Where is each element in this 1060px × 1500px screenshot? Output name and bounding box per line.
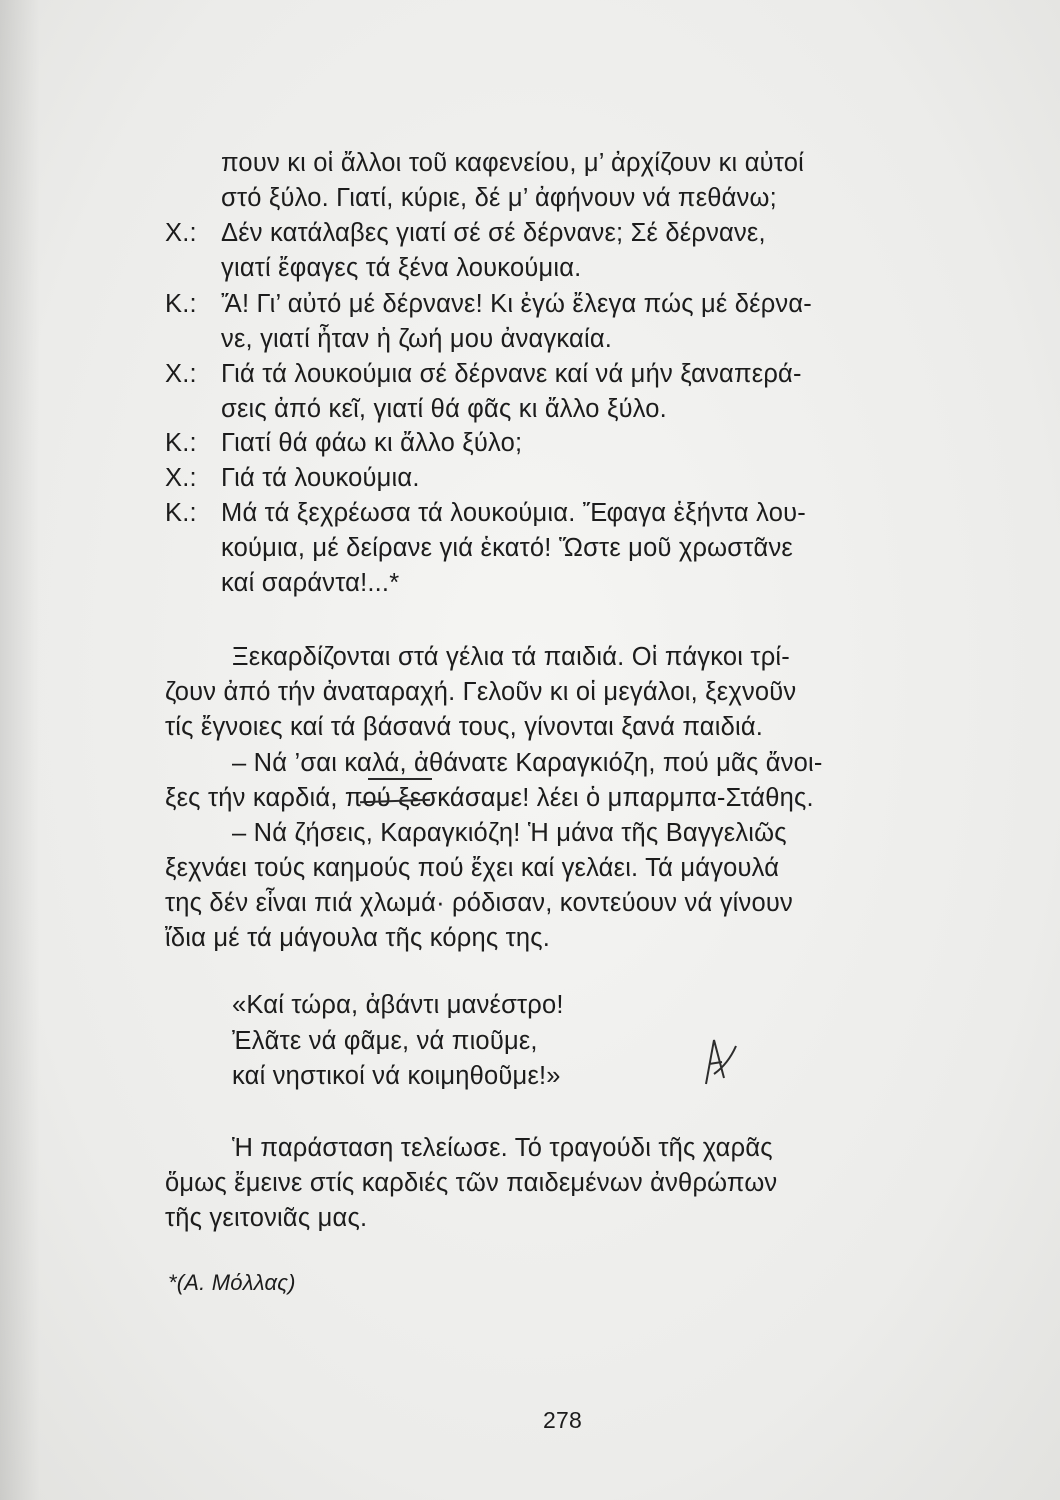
pencil-underline — [368, 778, 432, 780]
speaker-label: Κ.: — [165, 499, 197, 527]
dialogue-text: κούμια, μέ δείρανε γιά ἑκατό! Ὥστε μοῦ χρωστᾶνε — [221, 534, 793, 562]
page-number: 278 — [543, 1407, 582, 1433]
dialogue-text: πουν κι οἱ ἄλλοι τοῦ καφενείου, μ’ ἀρχίζουν κι αὐτοί — [221, 149, 804, 177]
closing-line: Ἡ παράσταση τελείωσε. Τό τραγούδι τῆς χαρᾶς — [232, 1134, 773, 1162]
speaker-label: Χ.: — [165, 219, 197, 247]
speaker-label: Χ.: — [165, 464, 197, 492]
dialogue-text: Γιατί θά φάω κι ἄλλο ξύλο; — [221, 429, 523, 457]
dialogue-text: Μά τά ξεχρέωσα τά λουκούμια. Ἔφαγα ἑξήντα λου- — [221, 499, 806, 527]
speaker-label: Κ.: — [165, 429, 197, 457]
narrative-line: τίς ἔγνοιες καί τά βάσανά τους, γίνονται ξανά παιδιά. — [165, 713, 764, 741]
dialogue-line — [165, 218, 766, 248]
dialogue-line — [221, 324, 612, 354]
page-edge-shadow — [0, 0, 40, 1500]
speaker-label: Κ.: — [165, 290, 197, 318]
dialogue-line — [165, 289, 812, 319]
dialogue-line — [221, 568, 399, 598]
dialogue-line — [165, 359, 802, 389]
narrative-line: ξες τήν καρδιά, πού ξεσκάσαμε! λέει ὁ μπαρμπα-Στάθης. — [165, 784, 814, 812]
verse-line: καί νηστικοί νά κοιμηθοῦμε!» — [232, 1062, 561, 1090]
closing-line: τῆς γειτονιᾶς μας. — [165, 1204, 368, 1232]
narrative-line: – Νά ζήσεις, Καραγκιόζη! Ἡ μάνα τῆς Βαγγελιῶς — [232, 819, 787, 847]
dialogue-text: καί σαράντα!...* — [221, 569, 400, 597]
dialogue-text: νε, γιατί ἦταν ἡ ζωή μου ἀναγκαία. — [221, 325, 613, 353]
dialogue-line — [165, 463, 420, 493]
dialogue-line — [221, 533, 793, 563]
dialogue-text: Δέν κατάλαβες γιατί σέ σέ δέρνανε; Σέ δέρνανε, — [221, 219, 766, 247]
pencil-mark-icon — [700, 1034, 740, 1088]
dialogue-text: Γιά τά λουκούμια σέ δέρνανε καί νά μήν ξαναπερά- — [221, 360, 802, 388]
verse-line: Ἐλᾶτε νά φᾶμε, νά πιοῦμε, — [232, 1027, 538, 1055]
footnote: *(Α. Μόλλας) — [168, 1270, 296, 1295]
dialogue-line — [165, 428, 522, 458]
dialogue-line — [221, 148, 804, 178]
dialogue-text: στό ξύλο. Γιατί, κύριε, δέ μ’ ἀφήνουν νά πεθάνω; — [221, 184, 777, 212]
dialogue-line — [221, 183, 777, 213]
dialogue-line — [165, 498, 806, 528]
verse-line: «Καί τώρα, ἀβάντι μανέστρο! — [232, 991, 564, 1019]
narrative-line: ζουν ἀπό τήν ἀναταραχή. Γελοῦν κι οἱ μεγάλοι, ξεχνοῦν — [165, 678, 797, 706]
narrative-line: της δέν εἶναι πιά χλωμά· ρόδισαν, κοντεύουν νά γίνουν — [165, 889, 793, 917]
dialogue-text: Ἄ! Γι’ αὐτό μέ δέρνανε! Κι ἐγώ ἔλεγα πώς μέ δέρνα- — [221, 290, 812, 318]
narrative-line: ἴδια μέ τά μάγουλα τῆς κόρης της. — [165, 924, 551, 952]
narrative-line: – Νά ’σαι καλά, ἀθάνατε Καραγκιόζη, πού μᾶς ἄνοι- — [232, 749, 823, 777]
dialogue-line — [221, 394, 667, 424]
dialogue-text: σεις ἀπό κεῖ, γιατί θά φᾶς κι ἄλλο ξύλο. — [221, 395, 667, 423]
dialogue-text: Γιά τά λουκούμια. — [221, 464, 420, 492]
dialogue-line — [221, 253, 581, 283]
dialogue-text: γιατί ἔφαγες τά ξένα λουκούμια. — [221, 254, 582, 282]
closing-line: ὅμως ἔμεινε στίς καρδιές τῶν παιδεμένων ἀνθρώπων — [165, 1169, 778, 1197]
narrative-line: ξεχνάει τούς καημούς πού ἔχει καί γελάει. Τά μάγουλά — [165, 854, 780, 882]
narrative-line: Ξεκαρδίζονται στά γέλια τά παιδιά. Οἱ πάγκοι τρί- — [232, 643, 790, 671]
speaker-label: Χ.: — [165, 360, 197, 388]
